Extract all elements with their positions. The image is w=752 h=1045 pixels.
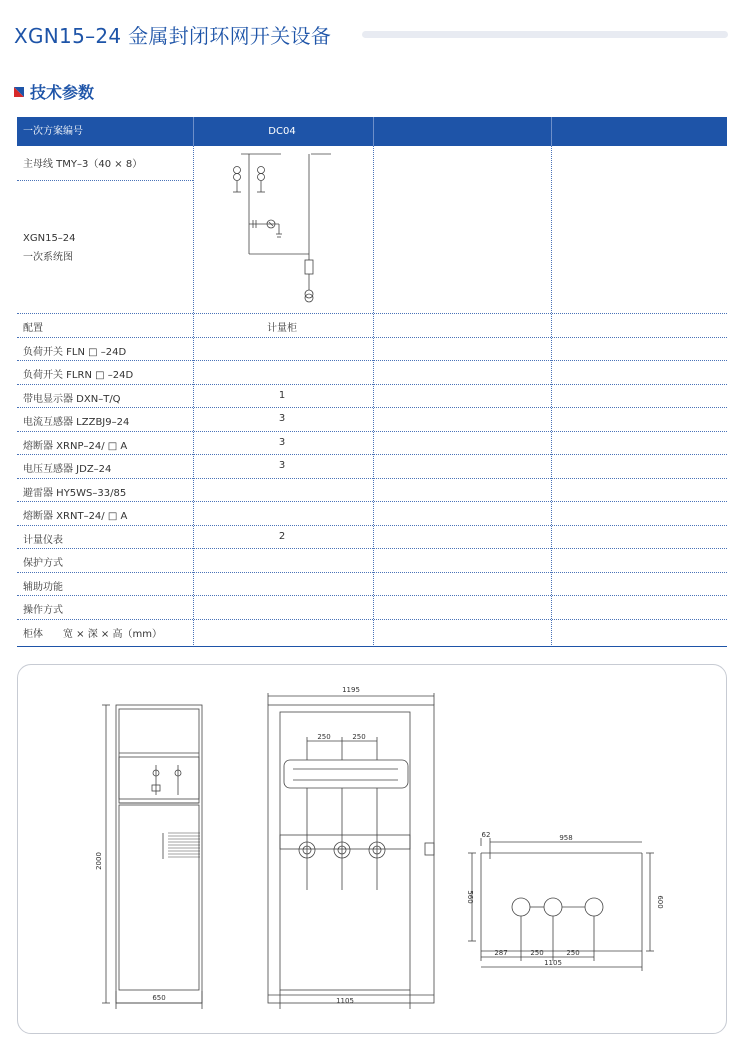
row-divider bbox=[17, 525, 727, 526]
dim-plan-total: 1105 bbox=[544, 959, 562, 967]
row-label: 计量仪表 bbox=[23, 534, 63, 546]
dim-plan-offset: 62 bbox=[481, 831, 491, 839]
row-value: 2 bbox=[278, 530, 286, 542]
row-divider bbox=[17, 572, 727, 573]
row-value: 计量柜 bbox=[267, 323, 297, 334]
row-divider bbox=[17, 384, 727, 385]
row-label: 电流互感器 LZZBJ9–24 bbox=[23, 417, 130, 428]
dim-front-pitch-b: 250 bbox=[352, 733, 366, 741]
row-divider bbox=[17, 337, 727, 338]
row-divider bbox=[17, 180, 193, 181]
row-divider bbox=[17, 360, 727, 361]
row-value: 3 bbox=[278, 413, 286, 424]
dim-plan-left-depth: 560 bbox=[466, 890, 474, 904]
row-divider bbox=[17, 313, 727, 314]
row-label: 保护方式 bbox=[23, 558, 63, 569]
row-divider bbox=[17, 478, 727, 479]
diagram-label-1: XGN15–24 bbox=[23, 233, 76, 244]
row-value: 1 bbox=[278, 389, 286, 401]
dim-side-height: 2000 bbox=[95, 852, 103, 870]
row-value: 3 bbox=[278, 460, 286, 471]
dim-plan-right-depth: 600 bbox=[656, 895, 664, 909]
dim-plan-seg2: 250 bbox=[530, 949, 544, 957]
row-divider bbox=[17, 595, 727, 596]
header-col3 bbox=[373, 117, 549, 146]
header-dc04: DC04 bbox=[268, 126, 296, 137]
dim-plan-seg3: 250 bbox=[566, 949, 580, 957]
dimension-drawing-panel bbox=[17, 664, 727, 1034]
dim-front-top: 1195 bbox=[342, 686, 360, 694]
dim-front-pitch-a: 250 bbox=[317, 733, 331, 741]
row-label: 熔断器 XRNT–24/ □ A bbox=[23, 511, 128, 522]
row-divider bbox=[17, 407, 727, 408]
section-title: 技术参数 bbox=[30, 83, 95, 102]
row-label: 负荷开关 FLRN □ –24D bbox=[23, 370, 134, 381]
row-value: 3 bbox=[278, 436, 286, 448]
row-divider bbox=[17, 548, 727, 549]
row-label: 避雷器 HY5WS–33/85 bbox=[23, 487, 127, 499]
spec-table bbox=[17, 117, 727, 647]
row-label: 辅助功能 bbox=[23, 581, 63, 593]
row-label: 带电显示器 DXN–T/Q bbox=[23, 393, 121, 405]
table-bottom-line bbox=[17, 646, 727, 647]
dim-side-width: 650 bbox=[152, 994, 166, 1002]
section-heading bbox=[14, 80, 94, 103]
row-divider bbox=[17, 501, 727, 502]
dim-plan-width: 958 bbox=[559, 834, 573, 842]
outline-drawings bbox=[18, 665, 728, 1035]
page-title: XGN15–24 金属封闭环网开关设备 bbox=[14, 24, 332, 48]
row-label: 电压互感器 JDZ–24 bbox=[23, 464, 112, 475]
single-line-diagram bbox=[193, 150, 371, 315]
row-label: 柜体 宽 × 深 × 高（mm） bbox=[23, 628, 162, 640]
dim-plan-seg1: 287 bbox=[494, 949, 508, 957]
row-label: 熔断器 XRNP–24/ □ A bbox=[23, 440, 128, 452]
row-label: 负荷开关 FLN □ –24D bbox=[23, 346, 127, 358]
row-divider bbox=[17, 619, 727, 620]
dim-front-bottom: 1105 bbox=[336, 997, 354, 1005]
busbar-label: 主母线 TMY–3（40 × 8） bbox=[23, 159, 143, 170]
diagram-label-2: 一次系统图 bbox=[23, 252, 73, 263]
header-scheme-no: 一次方案编号 bbox=[23, 126, 83, 137]
row-label: 操作方式 bbox=[23, 605, 63, 616]
title-rule bbox=[362, 31, 728, 38]
row-label: 配置 bbox=[23, 323, 43, 334]
row-divider bbox=[17, 454, 727, 455]
section-marker-icon bbox=[14, 87, 24, 97]
header-col4 bbox=[551, 117, 727, 146]
table-header bbox=[17, 117, 727, 146]
row-divider bbox=[17, 431, 727, 432]
